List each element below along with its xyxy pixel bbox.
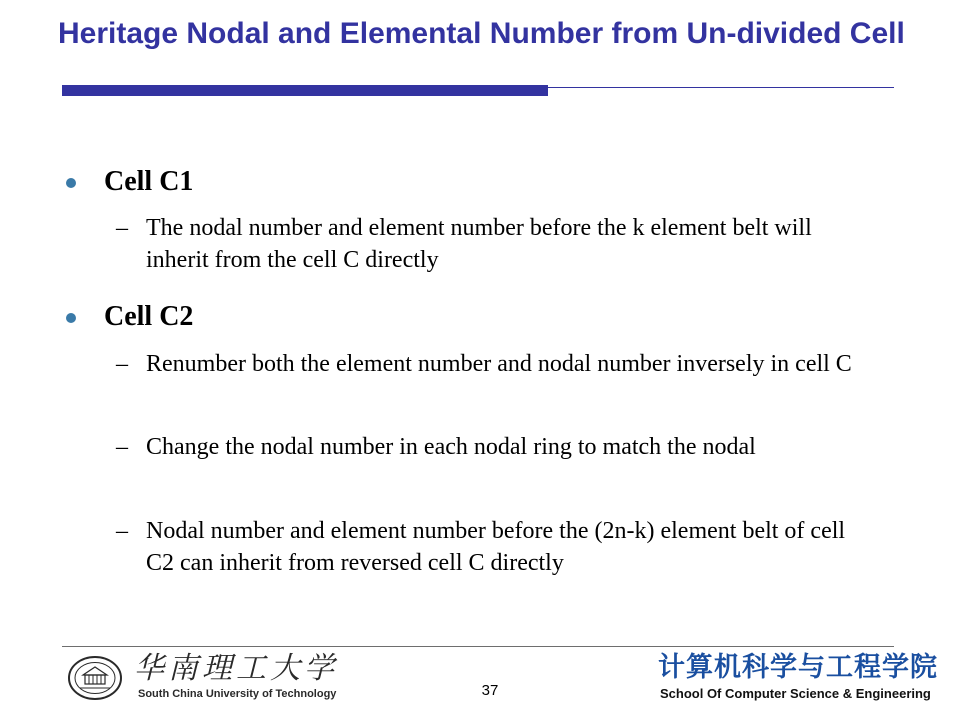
- dash-icon: –: [116, 215, 128, 241]
- page-number: 37: [481, 682, 499, 699]
- bullet-label: Cell C1: [104, 166, 194, 197]
- sub-bullet-text: Change the nodal number in each nodal ring to match the nodal: [146, 434, 756, 460]
- dash-icon: –: [116, 351, 128, 377]
- university-name-en: South China University of Technology: [138, 688, 337, 700]
- bullet-dot-icon: [66, 178, 76, 188]
- school-name-cn: 计算机科学与工程学院: [658, 652, 938, 683]
- sub-bullet-text: Renumber both the element number and nodal number inversely in cell C: [146, 351, 852, 377]
- title-accent-bar: [62, 85, 548, 96]
- dash-icon: –: [116, 518, 128, 544]
- bullet-dot-icon: [66, 313, 76, 323]
- slide-title: Heritage Nodal and Elemental Number from Un-divided Cell: [58, 17, 905, 50]
- sub-bullet-text: The nodal number and element number before the k element belt will inherit from the cell C directly: [146, 215, 812, 273]
- university-name-cn: 华南理工大学: [134, 651, 338, 686]
- sub-bullet-text: Nodal number and element number before the (2n-k) element belt of cell C2 can inherit from reversed cell C directly: [146, 518, 846, 576]
- scut-seal-icon: [66, 655, 124, 701]
- school-name-en: School Of Computer Science & Engineering: [660, 686, 931, 701]
- footer-divider: [62, 646, 894, 647]
- dash-icon: –: [116, 434, 128, 460]
- bullet-label: Cell C2: [104, 301, 194, 332]
